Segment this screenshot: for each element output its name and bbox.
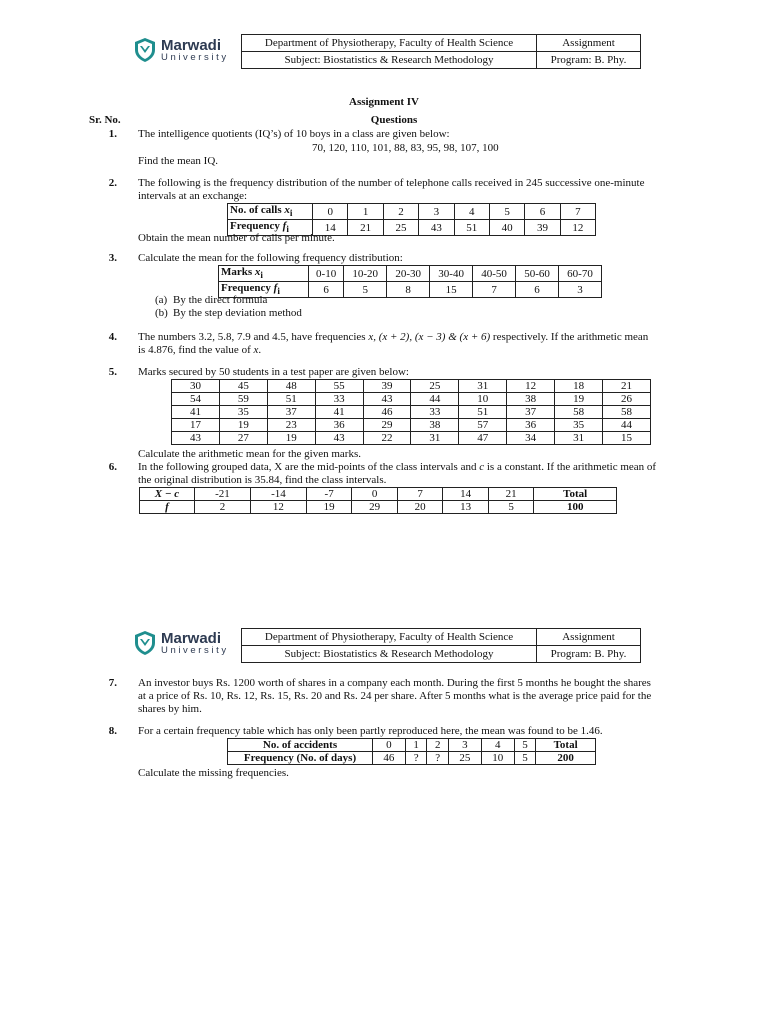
q6-f-cell: 12 bbox=[250, 501, 306, 514]
q6-total-value: 100 bbox=[534, 501, 617, 514]
q2-f-cell: 14 bbox=[313, 220, 348, 236]
q5-mark-cell: 15 bbox=[603, 432, 651, 445]
q6-line2: the original distribution is 35.84, find the class intervals. bbox=[138, 474, 387, 486]
q2-f-cell: 43 bbox=[419, 220, 454, 236]
q5-mark-cell: 17 bbox=[172, 419, 220, 432]
q8-x-cell: 0 bbox=[373, 739, 406, 752]
q2-x-cell: 1 bbox=[348, 204, 383, 220]
q5-mark-cell: 19 bbox=[219, 419, 267, 432]
q5-mark-cell: 59 bbox=[219, 393, 267, 406]
q4-number: 4. bbox=[108, 331, 117, 343]
q3-x-cell: 40-50 bbox=[473, 266, 516, 282]
q8-f-cell: ? bbox=[405, 752, 427, 765]
q8-f-cell: 10 bbox=[481, 752, 514, 765]
header-table bbox=[241, 34, 641, 69]
q5-mark-cell: 27 bbox=[219, 432, 267, 445]
q4-frequencies: x, (x + 2), (x − 3) & (x + 6) bbox=[368, 331, 491, 343]
q8-text: For a certain frequency table which has only been partly reproduced here, the mean was found to be 1.46. bbox=[138, 725, 603, 737]
q6-row-x bbox=[140, 488, 617, 501]
q8-f-cell: 25 bbox=[448, 752, 481, 765]
q5-mark-cell: 43 bbox=[363, 393, 411, 406]
q3-f-cell: 15 bbox=[430, 282, 473, 298]
q5-mark-cell: 35 bbox=[555, 419, 603, 432]
q3-f-cell: 8 bbox=[387, 282, 430, 298]
logo-sub: University bbox=[161, 51, 229, 63]
header-table bbox=[241, 628, 641, 663]
q6-x-cell: 0 bbox=[352, 488, 398, 501]
q6-x-cell: -14 bbox=[250, 488, 306, 501]
q6-x-cell: 14 bbox=[443, 488, 489, 501]
q5-mark-cell: 54 bbox=[172, 393, 220, 406]
q5-mark-cell: 51 bbox=[267, 393, 315, 406]
q3-x-cell: 50-60 bbox=[516, 266, 559, 282]
shield-logo-icon bbox=[134, 37, 156, 63]
q3-row1-label: Marks $x_i$ bbox=[219, 266, 309, 282]
q2-number: 2. bbox=[108, 177, 117, 189]
q8-table bbox=[227, 738, 596, 765]
q6-row1-label: X − c bbox=[140, 488, 195, 501]
header-type: Assignment bbox=[537, 629, 641, 646]
logo-name: Marwadi bbox=[161, 36, 222, 54]
logo-name: Marwadi bbox=[161, 629, 222, 647]
column-questions: Questions bbox=[370, 114, 418, 126]
q2-x-cell: 6 bbox=[525, 204, 560, 220]
q8-ask: Calculate the missing frequencies. bbox=[138, 767, 289, 779]
q4-line2: is 4.876, find the value of x. bbox=[138, 344, 262, 356]
q8-x-cell: 4 bbox=[481, 739, 514, 752]
q5-mark-cell: 23 bbox=[267, 419, 315, 432]
q8-total-label: Total bbox=[536, 739, 596, 752]
q5-mark-cell: 33 bbox=[315, 393, 363, 406]
q5-mark-cell: 34 bbox=[507, 432, 555, 445]
q7-line3: shares by him. bbox=[138, 703, 202, 715]
q2-f-cell: 21 bbox=[348, 220, 383, 236]
header-department: Department of Physiotherapy, Faculty of Health Science bbox=[242, 35, 537, 52]
q5-mark-cell: 33 bbox=[411, 406, 459, 419]
q5-mark-cell: 19 bbox=[555, 393, 603, 406]
logo-sub: University bbox=[161, 644, 229, 656]
q5-mark-cell: 43 bbox=[315, 432, 363, 445]
q2-f-cell: 51 bbox=[454, 220, 489, 236]
q5-mark-cell: 41 bbox=[172, 406, 220, 419]
q6-f-cell: 13 bbox=[443, 501, 489, 514]
shield-logo-icon bbox=[134, 630, 156, 656]
q2-f-cell: 25 bbox=[383, 220, 418, 236]
q5-mark-cell: 48 bbox=[267, 380, 315, 393]
q5-mark-cell: 44 bbox=[411, 393, 459, 406]
q5-mark-cell: 47 bbox=[459, 432, 507, 445]
q7-line2: at a price of Rs. 10, Rs. 12, Rs. 15, Rs. 20 and Rs. 24 per share. After 5 months what is the average price paid for the bbox=[138, 690, 652, 702]
q6-x-cell: 7 bbox=[397, 488, 443, 501]
q2-line2: intervals at an exchange: bbox=[138, 190, 248, 202]
q3-number: 3. bbox=[108, 252, 117, 264]
q6-f-cell: 20 bbox=[397, 501, 443, 514]
q5-marks-row bbox=[172, 380, 651, 393]
q8-f-cell: ? bbox=[427, 752, 449, 765]
q5-text: Marks secured by 50 students in a test paper are given below: bbox=[138, 366, 409, 378]
q5-mark-cell: 26 bbox=[603, 393, 651, 406]
q3-table bbox=[218, 265, 602, 298]
q5-mark-cell: 45 bbox=[219, 380, 267, 393]
q2-x-cell: 7 bbox=[560, 204, 595, 220]
q2-x-cell: 2 bbox=[383, 204, 418, 220]
q5-mark-cell: 37 bbox=[507, 406, 555, 419]
q3-x-cell: 60-70 bbox=[559, 266, 602, 282]
q1-ask: Find the mean IQ. bbox=[138, 155, 219, 167]
q6-number: 6. bbox=[108, 461, 117, 473]
q6-f-cell: 19 bbox=[306, 501, 352, 514]
q8-x-cell: 5 bbox=[514, 739, 536, 752]
q2-ask: Obtain the mean number of calls per minute. bbox=[138, 232, 335, 244]
q5-mark-cell: 58 bbox=[603, 406, 651, 419]
q5-number: 5. bbox=[108, 366, 117, 378]
q1-data: 70, 120, 110, 101, 88, 83, 95, 98, 107, 100 bbox=[312, 142, 499, 154]
column-srno: Sr. No. bbox=[89, 114, 121, 126]
q5-mark-cell: 43 bbox=[172, 432, 220, 445]
q5-mark-cell: 57 bbox=[459, 419, 507, 432]
q8-number: 8. bbox=[108, 725, 117, 737]
q5-mark-cell: 22 bbox=[363, 432, 411, 445]
q3-x-cell: 0-10 bbox=[309, 266, 344, 282]
q6-line1: In the following grouped data, X are the mid-points of the class intervals and c is a constant. If the arithmetic mean of bbox=[138, 461, 657, 473]
q3-text: Calculate the mean for the following frequency distribution: bbox=[138, 252, 403, 264]
header-subject: Subject: Biostatistics & Research Methodology bbox=[242, 646, 537, 663]
q5-mark-cell: 36 bbox=[315, 419, 363, 432]
q3-f-cell: 3 bbox=[559, 282, 602, 298]
q8-row-accidents bbox=[228, 739, 596, 752]
q6-f-cell: 29 bbox=[352, 501, 398, 514]
q8-total-value: 200 bbox=[536, 752, 596, 765]
q3-option-a: By the direct formula bbox=[173, 294, 268, 306]
q6-row-f bbox=[140, 501, 617, 514]
q5-mark-cell: 51 bbox=[459, 406, 507, 419]
q6-x-cell: -7 bbox=[306, 488, 352, 501]
q2-f-cell: 40 bbox=[489, 220, 524, 236]
q3-row-frequency bbox=[219, 282, 602, 298]
q8-row-frequency bbox=[228, 752, 596, 765]
q3-option-b: By the step deviation method bbox=[173, 307, 302, 319]
q3-f-cell: 5 bbox=[344, 282, 387, 298]
q3-f-cell: 6 bbox=[516, 282, 559, 298]
q5-mark-cell: 44 bbox=[603, 419, 651, 432]
q5-ask: Calculate the arithmetic mean for the given marks. bbox=[138, 448, 361, 460]
q2-f-cell: 12 bbox=[560, 220, 595, 236]
q5-mark-cell: 46 bbox=[363, 406, 411, 419]
header-department: Department of Physiotherapy, Faculty of Health Science bbox=[242, 629, 537, 646]
q3-f-cell: 6 bbox=[309, 282, 344, 298]
q5-mark-cell: 31 bbox=[459, 380, 507, 393]
q2-x-cell: 0 bbox=[313, 204, 348, 220]
q3-option-a-mark: (a) bbox=[155, 294, 168, 306]
q6-x-cell: 21 bbox=[488, 488, 534, 501]
q5-marks-row bbox=[172, 406, 651, 419]
q5-mark-cell: 36 bbox=[507, 419, 555, 432]
q5-mark-cell: 30 bbox=[172, 380, 220, 393]
q1-number: 1. bbox=[108, 128, 117, 140]
q8-x-cell: 2 bbox=[427, 739, 449, 752]
q2-x-cell: 4 bbox=[454, 204, 489, 220]
q6-x-cell: -21 bbox=[195, 488, 251, 501]
q2-x-cell: 5 bbox=[489, 204, 524, 220]
assignment-title: Assignment IV bbox=[349, 96, 419, 108]
q5-mark-cell: 38 bbox=[411, 419, 459, 432]
q5-mark-cell: 38 bbox=[507, 393, 555, 406]
q5-mark-cell: 21 bbox=[603, 380, 651, 393]
q8-row1-label: No. of accidents bbox=[228, 739, 373, 752]
q5-mark-cell: 12 bbox=[507, 380, 555, 393]
q5-mark-cell: 41 bbox=[315, 406, 363, 419]
q4-line1: The numbers 3.2, 5.8, 7.9 and 4.5, have frequencies x, (x + 2), (x − 3) & (x + 6) respectively. If the arithmetic mean bbox=[138, 331, 649, 343]
q7-line1: An investor buys Rs. 1200 worth of shares in a company each month. During the first 5 months he bought the shares bbox=[138, 677, 651, 689]
header-subject: Subject: Biostatistics & Research Methodology bbox=[242, 52, 537, 69]
q2-line1: The following is the frequency distribution of the number of telephone calls received in 245 successive one-minute bbox=[138, 177, 645, 189]
university-logo bbox=[134, 630, 229, 656]
q5-mark-cell: 18 bbox=[555, 380, 603, 393]
q5-mark-cell: 39 bbox=[363, 380, 411, 393]
q5-mark-cell: 29 bbox=[363, 419, 411, 432]
q5-marks-row bbox=[172, 419, 651, 432]
q5-marks-row bbox=[172, 432, 651, 445]
q3-f-cell: 7 bbox=[473, 282, 516, 298]
q5-mark-cell: 25 bbox=[411, 380, 459, 393]
header-program: Program: B. Phy. bbox=[537, 646, 641, 663]
q8-x-cell: 1 bbox=[405, 739, 427, 752]
q8-f-cell: 5 bbox=[514, 752, 536, 765]
q5-marks-row bbox=[172, 393, 651, 406]
q2-row-calls bbox=[228, 204, 596, 220]
q2-x-cell: 3 bbox=[419, 204, 454, 220]
q6-f-cell: 2 bbox=[195, 501, 251, 514]
q3-row2-label: Frequency $f_i$ bbox=[219, 282, 309, 298]
q6-table bbox=[139, 487, 617, 514]
q6-row2-label: f bbox=[140, 501, 195, 514]
header-program: Program: B. Phy. bbox=[537, 52, 641, 69]
q3-x-cell: 30-40 bbox=[430, 266, 473, 282]
q5-mark-cell: 10 bbox=[459, 393, 507, 406]
q7-number: 7. bbox=[108, 677, 117, 689]
q5-mark-cell: 58 bbox=[555, 406, 603, 419]
q6-f-cell: 5 bbox=[488, 501, 534, 514]
university-logo bbox=[134, 37, 229, 63]
q2-row2-label: Frequency $f_i$ bbox=[228, 220, 313, 236]
q5-mark-cell: 55 bbox=[315, 380, 363, 393]
q5-mark-cell: 35 bbox=[219, 406, 267, 419]
q6-total-label: Total bbox=[534, 488, 617, 501]
header-type: Assignment bbox=[537, 35, 641, 52]
q5-mark-cell: 37 bbox=[267, 406, 315, 419]
q8-row2-label: Frequency (No. of days) bbox=[228, 752, 373, 765]
q3-x-cell: 20-30 bbox=[387, 266, 430, 282]
q2-f-cell: 39 bbox=[525, 220, 560, 236]
q5-marks-table bbox=[171, 379, 651, 445]
q3-option-b-mark: (b) bbox=[155, 307, 168, 319]
q3-row-marks bbox=[219, 266, 602, 282]
q8-f-cell: 46 bbox=[373, 752, 406, 765]
q5-mark-cell: 31 bbox=[411, 432, 459, 445]
q8-x-cell: 3 bbox=[448, 739, 481, 752]
q1-text: The intelligence quotients (IQ’s) of 10 boys in a class are given below: bbox=[138, 128, 450, 140]
q5-mark-cell: 31 bbox=[555, 432, 603, 445]
q3-x-cell: 10-20 bbox=[344, 266, 387, 282]
q5-mark-cell: 19 bbox=[267, 432, 315, 445]
q2-row1-label: No. of calls $x_i$ bbox=[228, 204, 313, 220]
